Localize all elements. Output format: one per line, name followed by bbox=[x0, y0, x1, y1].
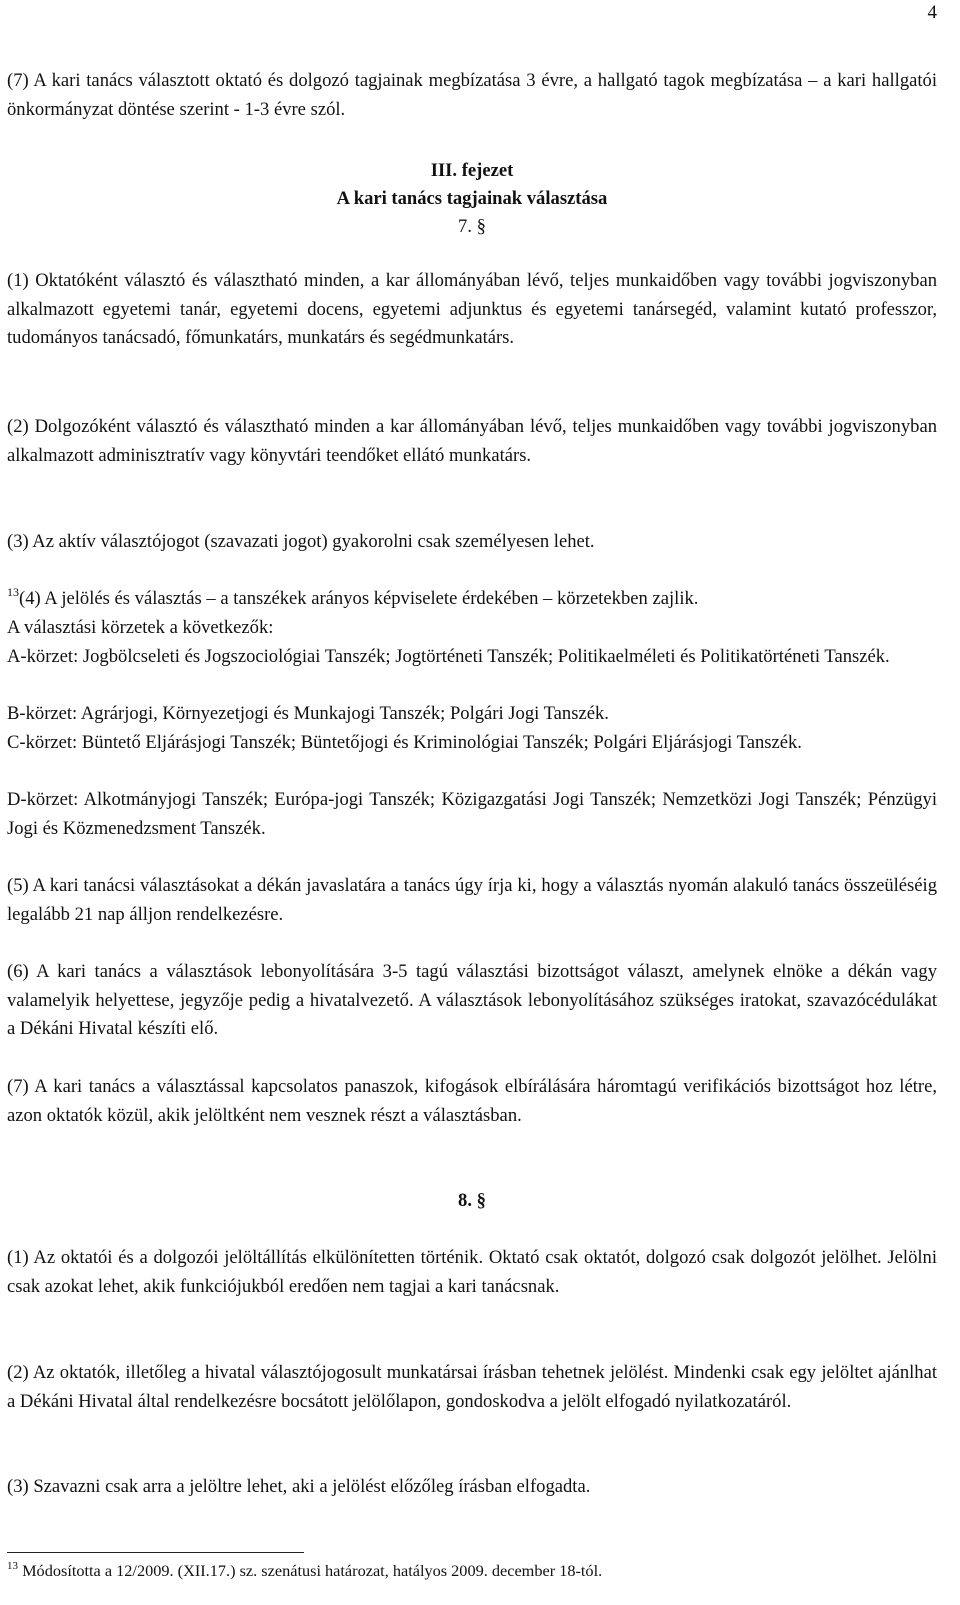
section-7-paragraph-4 bbox=[7, 585, 937, 614]
section-7-paragraph-7: (7) A kari tanács a választással kapcsolatos panaszok, kifogások elbírálására háromtagú verifikációs bizottságot hoz létre, azon oktatók közül, akik jelöltként nem vesznek részt a választásban. bbox=[7, 1076, 937, 1126]
district-c: C-körzet: Büntető Eljárásjogi Tanszék; Büntetőjogi és Kriminológiai Tanszék; Polgári Eljárásjogi Tanszék. bbox=[7, 732, 802, 753]
section-7-heading: 7. § bbox=[458, 216, 486, 237]
page-number: 4 bbox=[927, 2, 937, 23]
section-7-paragraph-5: (5) A kari tanácsi választásokat a dékán javaslatára a tanács úgy írja ki, hogy a választás nyomán alakuló tanács összeüléséig legalább 21 nap álljon rendelkezésre. bbox=[7, 875, 937, 925]
section-8-paragraph-2: (2) Az oktatók, illetőleg a hivatal választójogosult munkatársai írásban tehetnek jelölést. Mindenki csak egy jelöltet ajánlhat a Dékáni Hivatal által rendelkezésre bocsátott jelölőlapon, gondoskodva a jelölt elfogadó nyilatkozatáról. bbox=[7, 1362, 937, 1412]
district-d: D-körzet: Alkotmányjogi Tanszék; Európa-jogi Tanszék; Közigazgatási Jogi Tanszék; Nemzetközi Jogi Tanszék; Pénzügyi Jogi és Közmenedzsment Tanszék. bbox=[7, 789, 937, 839]
section-7-paragraph-3: (3) Az aktív választójogot (szavazati jogot) gyakorolni csak személyesen lehet. bbox=[7, 531, 595, 552]
footnote-divider bbox=[7, 1552, 304, 1553]
footnote-text: Módosította a 12/2009. (XII.17.) sz. szenátusi határozat, hatályos 2009. december 18-tól. bbox=[22, 1561, 603, 1580]
district-a: A-körzet: Jogbölcseleti és Jogszociológiai Tanszék; Jogtörténeti Tanszék; Politikaelméleti és Politikatörténeti Tanszék. bbox=[7, 646, 890, 667]
chapter-number: III. fejezet bbox=[430, 160, 514, 181]
districts-intro: A választási körzetek a következők: bbox=[7, 617, 274, 638]
footnote bbox=[7, 1560, 937, 1582]
section-7-paragraph-2: (2) Dolgozóként választó és választható minden a kar állományában lévő, teljes munkaidőben vagy további jogviszonyban alkalmazott adminisztratív vagy könyvtári teendőket ellátó munkatárs. bbox=[7, 416, 937, 466]
section-8-paragraph-1: (1) Az oktatói és a dolgozói jelöltállítás elkülönítetten történik. Oktató csak oktatót, dolgozó csak dolgozót jelölhet. Jelölni csak azokat lehet, akik funkciójukból eredően nem tagjai a kari tanácsnak. bbox=[7, 1247, 937, 1297]
chapter-title: A kari tanács tagjainak választása bbox=[336, 188, 608, 209]
section-7-paragraph-1: (1) Oktatóként választó és választható minden, a kar állományában lévő, teljes munkaidőben vagy további jogviszonyban alkalmazott egyetemi tanár, egyetemi docens, egyetemi adjunktus és egyetemi tanársegéd, valamint kutató professzor, tudományos tanácsadó, főmunkatárs, munkatárs és segédmunkatárs. bbox=[7, 270, 937, 349]
intro-paragraph: (7) A kari tanács választott oktató és dolgozó tagjainak megbízatása 3 évre, a hallgató tagok megbízatása – a kari hallgatói önkormányzat döntése szerint - 1-3 évre szól. bbox=[7, 70, 937, 120]
section-7-paragraph-6: (6) A kari tanács a választások lebonyolítására 3-5 tagú választási bizottságot választ, amelynek elnöke a dékán vagy valamelyik helyettese, jegyzője pedig a hivatalvezető. A választások lebonyolításához szükséges iratokat, szavazócédulákat a Dékáni Hivatal készíti elő. bbox=[7, 961, 937, 1040]
paragraph-4-text: (4) A jelölés és választás – a tanszékek arányos képviselete érdekében – körzetekben zajlik. bbox=[19, 588, 699, 609]
section-8-heading: 8. § bbox=[458, 1190, 486, 1211]
section-8-paragraph-3: (3) Szavazni csak arra a jelöltre lehet, aki a jelölést előzőleg írásban elfogadta. bbox=[7, 1476, 591, 1497]
footnote-reference: 13 bbox=[7, 585, 19, 599]
district-b: B-körzet: Agrárjogi, Környezetjogi és Munkajogi Tanszék; Polgári Jogi Tanszék. bbox=[7, 703, 609, 724]
footnote-number: 13 bbox=[7, 1560, 18, 1572]
